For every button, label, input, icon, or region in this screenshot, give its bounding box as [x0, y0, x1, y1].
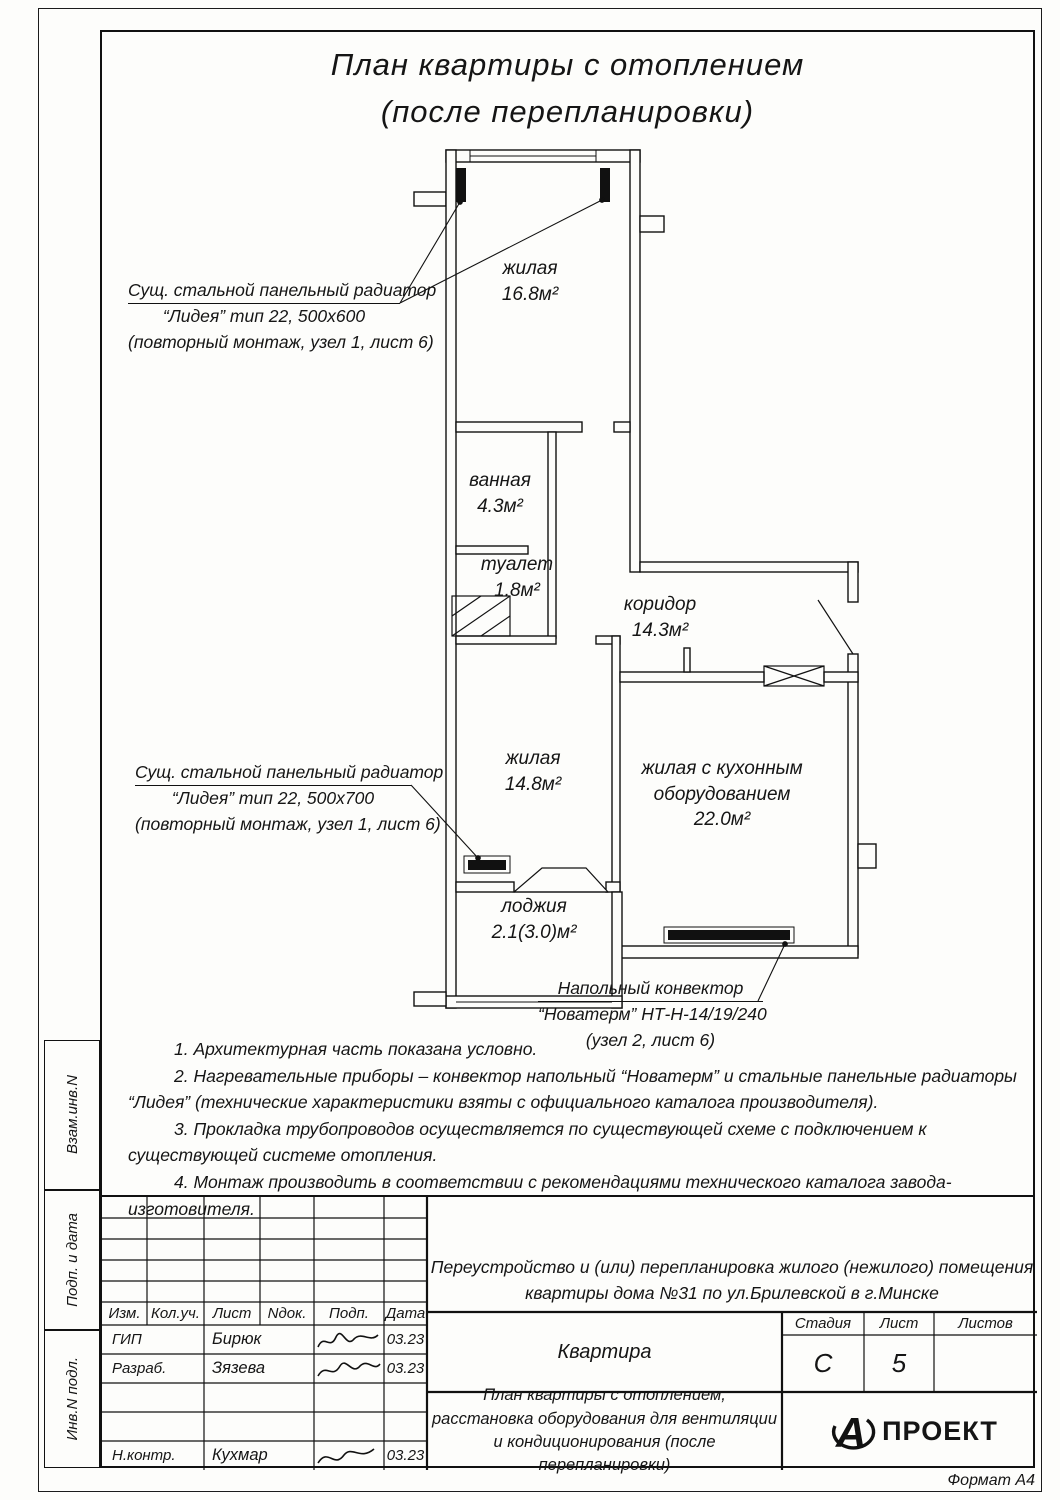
logo-mark-icon	[821, 1404, 879, 1458]
tb-date-razrab: 03.23	[386, 1360, 425, 1377]
room-area: 14.8м²	[504, 773, 562, 795]
tb-project-line2: квартиры дома №31 по ул.Брилевской в г.Минске	[525, 1282, 939, 1303]
tb-sheet-label: Лист	[879, 1315, 919, 1332]
tb-project-line1: Переустройство и (или) перепланировка жилого (нежилого) помещения	[430, 1257, 1034, 1278]
room-area: 1.8м²	[494, 579, 540, 601]
room-name: жилая	[505, 748, 561, 769]
balcony-door-bay	[514, 868, 608, 892]
tb-col-ndok: Nдок.	[267, 1305, 307, 1322]
format-label: Формат А4	[947, 1472, 1035, 1489]
callout-line: (узел 2, лист 6)	[585, 1029, 716, 1050]
tb-sheet-value: 5	[891, 1348, 907, 1378]
tb-drawing-title	[427, 1386, 782, 1475]
tb-name-gip: Бирюк	[212, 1330, 262, 1348]
tb-sheets-label: Листов	[958, 1315, 1013, 1332]
radiator-symbol-top-left	[456, 168, 466, 202]
note-2: 2. Нагревательные приборы – конвектор напольный “Новатерм” и стальные панельные радиаторы “Лидея” (технические характеристики взяты с официального каталога производителя).	[128, 1065, 1017, 1113]
tb-date-gip: 03.23	[386, 1331, 425, 1348]
sidebar-label-vzam: Взам.инв.N	[63, 1075, 81, 1155]
room-name: жилая	[502, 258, 558, 279]
room-area: 2.1(3.0)м²	[491, 921, 577, 943]
room-area: 16.8м²	[501, 283, 559, 305]
room-label-corridor	[624, 592, 696, 643]
tb-object-name: Квартира	[557, 1340, 652, 1363]
room-area: 4.3м²	[477, 495, 523, 517]
room-name-2: оборудованием	[653, 783, 791, 805]
entrance-door-swing	[818, 600, 853, 654]
tb-role-gip: ГИП	[112, 1331, 142, 1348]
room-name: коридор	[623, 594, 697, 615]
logo-text: ПРОЕКТ	[882, 1415, 998, 1446]
sheet-title-line2: (после перепланировки)	[380, 93, 755, 129]
tb-drawing-title-line3: и кондиционирования (после перепланировки)	[493, 1433, 716, 1475]
sidebar-cell-inv	[44, 1330, 100, 1468]
sheet-title-line1: План квартиры с отоплением	[330, 47, 805, 82]
sidebar-label-inv: Инв.N подл.	[63, 1357, 81, 1441]
tb-col-podp: Подп.	[329, 1305, 369, 1322]
tb-name-nkontr: Кухмар	[212, 1446, 268, 1464]
tb-col-koluch: Кол.уч.	[151, 1305, 200, 1322]
callout-line: “Лидея” тип 22, 500х600	[162, 306, 366, 327]
company-logo	[821, 1404, 998, 1458]
callout-line: (повторный монтаж, узел 1, лист 6)	[135, 813, 441, 834]
sidebar-cell-vzam	[44, 1040, 100, 1190]
signature-nkontr	[318, 1449, 374, 1463]
tb-col-data: Дата	[385, 1305, 426, 1322]
room-label-kitchen-living	[641, 756, 802, 833]
note-1: 1. Архитектурная часть показана условно.	[174, 1039, 538, 1059]
callout-line: “Лидея” тип 22, 500х700	[171, 788, 375, 809]
svg-text:А: А	[835, 1409, 867, 1456]
sidebar-label-podp-data: Подп. и дата	[63, 1213, 81, 1307]
tb-role-nkontr: Н.контр.	[112, 1447, 176, 1464]
callout-line: Сущ. стальной панельный радиатор	[135, 760, 411, 786]
tb-name-razrab: Зязева	[212, 1359, 266, 1377]
callout-line: “Новатерм” НТ-Н-14/19/240	[538, 1004, 767, 1025]
radiator-symbol-top-right	[600, 168, 610, 202]
room-label-loggia	[492, 894, 577, 945]
tb-stage-label: Стадия	[794, 1315, 852, 1332]
signature-razrab	[318, 1363, 380, 1376]
tb-drawing-title-line1: План квартиры с отоплением,	[483, 1386, 726, 1405]
tb-role-razrab: Разраб.	[112, 1360, 167, 1377]
sidebar-cell-podp-data	[44, 1190, 100, 1330]
signature-gip	[318, 1334, 378, 1347]
callout-radiator-bottom	[135, 760, 444, 837]
callout-line: Напольный конвектор	[538, 976, 763, 1002]
tb-date-nkontr: 03.23	[386, 1447, 425, 1464]
radiator-symbol-room	[468, 860, 506, 870]
room-name: жилая с кухонным	[641, 758, 803, 779]
room-name: ванная	[469, 470, 531, 491]
tb-project-description	[427, 1197, 1037, 1312]
room-area: 14.3м²	[631, 619, 689, 641]
room-area: 22.0м²	[693, 809, 751, 831]
callout-line: Сущ. стальной панельный радиатор	[128, 278, 400, 304]
room-name: лоджия	[501, 896, 567, 917]
tb-logo-cell	[782, 1392, 1037, 1470]
title-block	[100, 1195, 1035, 1475]
tb-col-izm: Изм.	[108, 1305, 141, 1322]
room-name: туалет	[480, 554, 554, 575]
tb-stage-value: С	[813, 1348, 833, 1378]
room-label-wc	[481, 552, 553, 603]
note-3: 3. Прокладка трубопроводов осуществляется по существующей схеме с подключением к существующей системе отопления.	[128, 1118, 927, 1166]
room-label-bath	[469, 468, 531, 519]
note-4: 4. Монтаж производить в соответствии с рекомендациями технического каталога завода-изготовителя.	[128, 1171, 952, 1219]
callout-radiator-top	[128, 278, 437, 355]
room-label-living2	[505, 746, 561, 797]
callout-line: (повторный монтаж, узел 1, лист 6)	[128, 331, 434, 352]
tb-drawing-title-line2: расстановка оборудования для вентиляции	[431, 1409, 778, 1428]
room-label-living1	[502, 256, 558, 307]
convector-symbol	[668, 930, 790, 940]
tb-col-list: Лист	[212, 1305, 252, 1322]
tb-sheets-value	[934, 1335, 1037, 1392]
